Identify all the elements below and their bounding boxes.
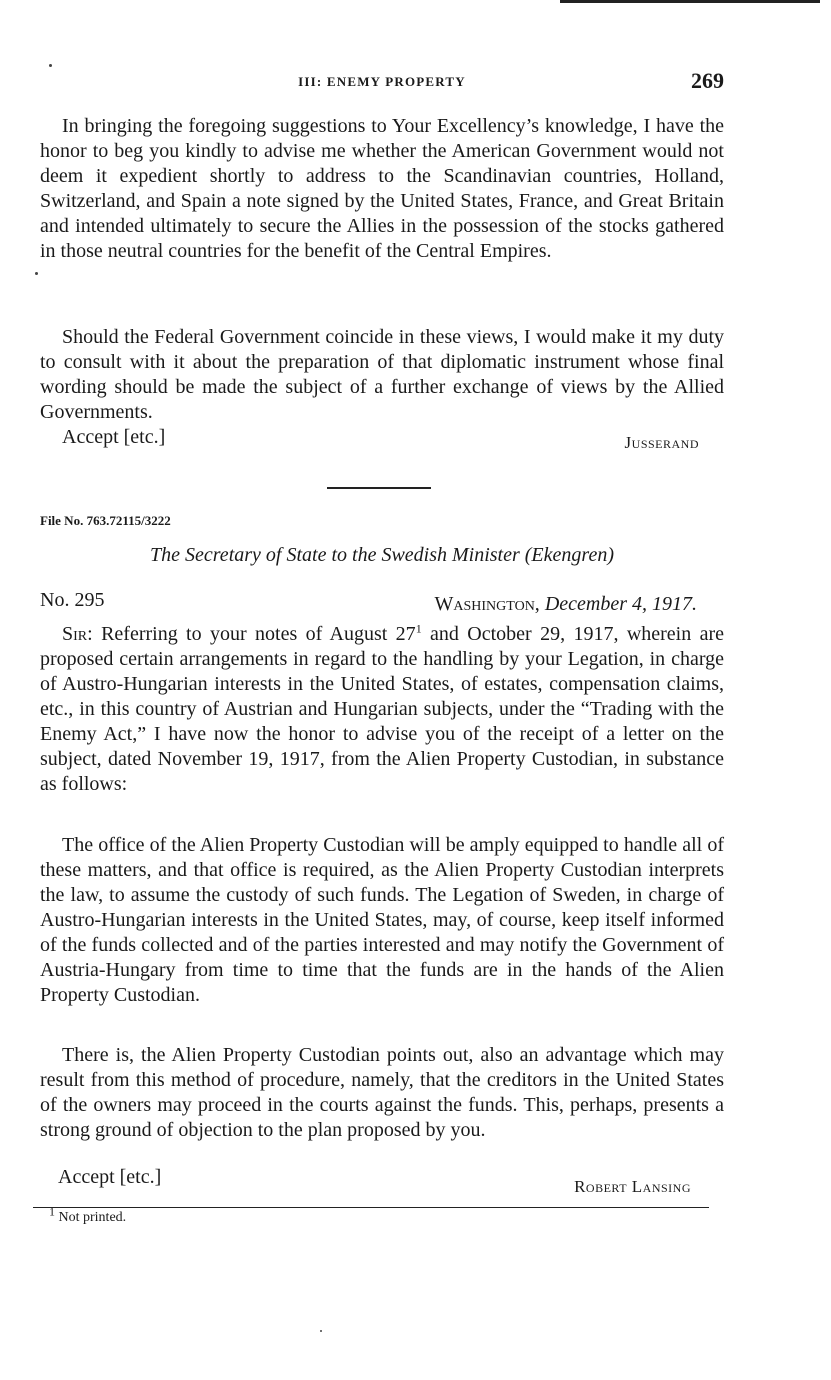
document-title: The Secretary of State to the Swedish Minister (Ekengren) (150, 544, 614, 566)
footnote-rule (33, 1207, 709, 1208)
running-head: III: ENEMY PROPERTY (298, 74, 466, 89)
dateline-place: Washington, (434, 593, 540, 615)
scan-speck (35, 272, 38, 275)
salutation: Sir: (62, 623, 93, 645)
letter2-paragraph-3: There is, the Alien Property Custodian points out, also an advantage which may result from this method of procedure, namely, that the creditors in the United States of the owners may proceed in the courts against the funds. This, perhaps, presents a strong ground of objection to the plan proposed by you. (40, 1044, 724, 1141)
scan-speck (49, 64, 52, 67)
letter2-paragraph-1 (40, 622, 724, 797)
footnote-reference: 1 (415, 621, 422, 636)
footnote-text: Not printed. (58, 1210, 127, 1225)
footnote (49, 1204, 127, 1226)
scan-speck (320, 1330, 322, 1332)
letter1-paragraph-2: Should the Federal Government coincide in these views, I would make it my duty to consult with it about the preparation of that diplomatic instrument whose final wording should be made the subject of a further exchange of views by the Allied Governments. (40, 326, 724, 423)
letter2-paragraph-1-text-a: Referring to your notes of August 27 (101, 623, 416, 645)
dateline-date: December 4, 1917. (544, 593, 697, 615)
file-number: File No. 763.72115/3222 (40, 513, 171, 528)
letter2-paragraph-2: The office of the Alien Property Custodian will be amply equipped to handle all of these matters, and that office is required, as the Alien Property Custodian interprets the law, to assume the custody of such funds. The Legation of Sweden, in charge of Austro-Hungarian interests in the United States, may, of course, keep itself informed of the funds collected and of the parties interested and may notify the Government of Austria-Hungary from time to time that the funds are in the hands of the Alien Property Custodian. (40, 834, 724, 1006)
letter2-closing: Accept [etc.] (58, 1166, 162, 1188)
page-header (40, 70, 724, 100)
letter1-signature: Jusserand (624, 433, 699, 452)
letter1-paragraph-1: In bringing the foregoing suggestions to Your Excellency’s knowledge, I have the honor to beg you kindly to advise me whether the American Government would not deem it expedient shortly to address to the Scandinavian countries, Holland, Switzerland, and Spain a note signed by the United States, France, and Great Britain and intended ultimately to secure the Allies in the possession of the stocks gathered in those neutral countries for the benefit of the Central Empires. (40, 115, 724, 262)
section-divider (327, 487, 431, 489)
letter1-closing: Accept [etc.] (62, 426, 166, 448)
letter2-paragraph-1-text-b: and October 29, 1917, wherein are proposed certain arrangements in regard to the handling by your Legation, in charge of Austro-Hungarian interests in the United States, of estates, compensation claims, etc., in this country of Austrian and Hungarian subjects, under the “Trading with the Enemy Act,” I have now the honor to advise you of the receipt of a letter on the subject, dated November 19, 1917, from the Alien Property Custodian, in substance as follows: (40, 623, 725, 795)
footnote-marker: 1 (49, 1204, 55, 1219)
letter2-signature: Robert Lansing (574, 1177, 691, 1196)
top-edge-rule (560, 0, 820, 3)
document-number: No. 295 (40, 589, 105, 611)
page-number: 269 (691, 68, 724, 93)
dateline (435, 592, 697, 617)
